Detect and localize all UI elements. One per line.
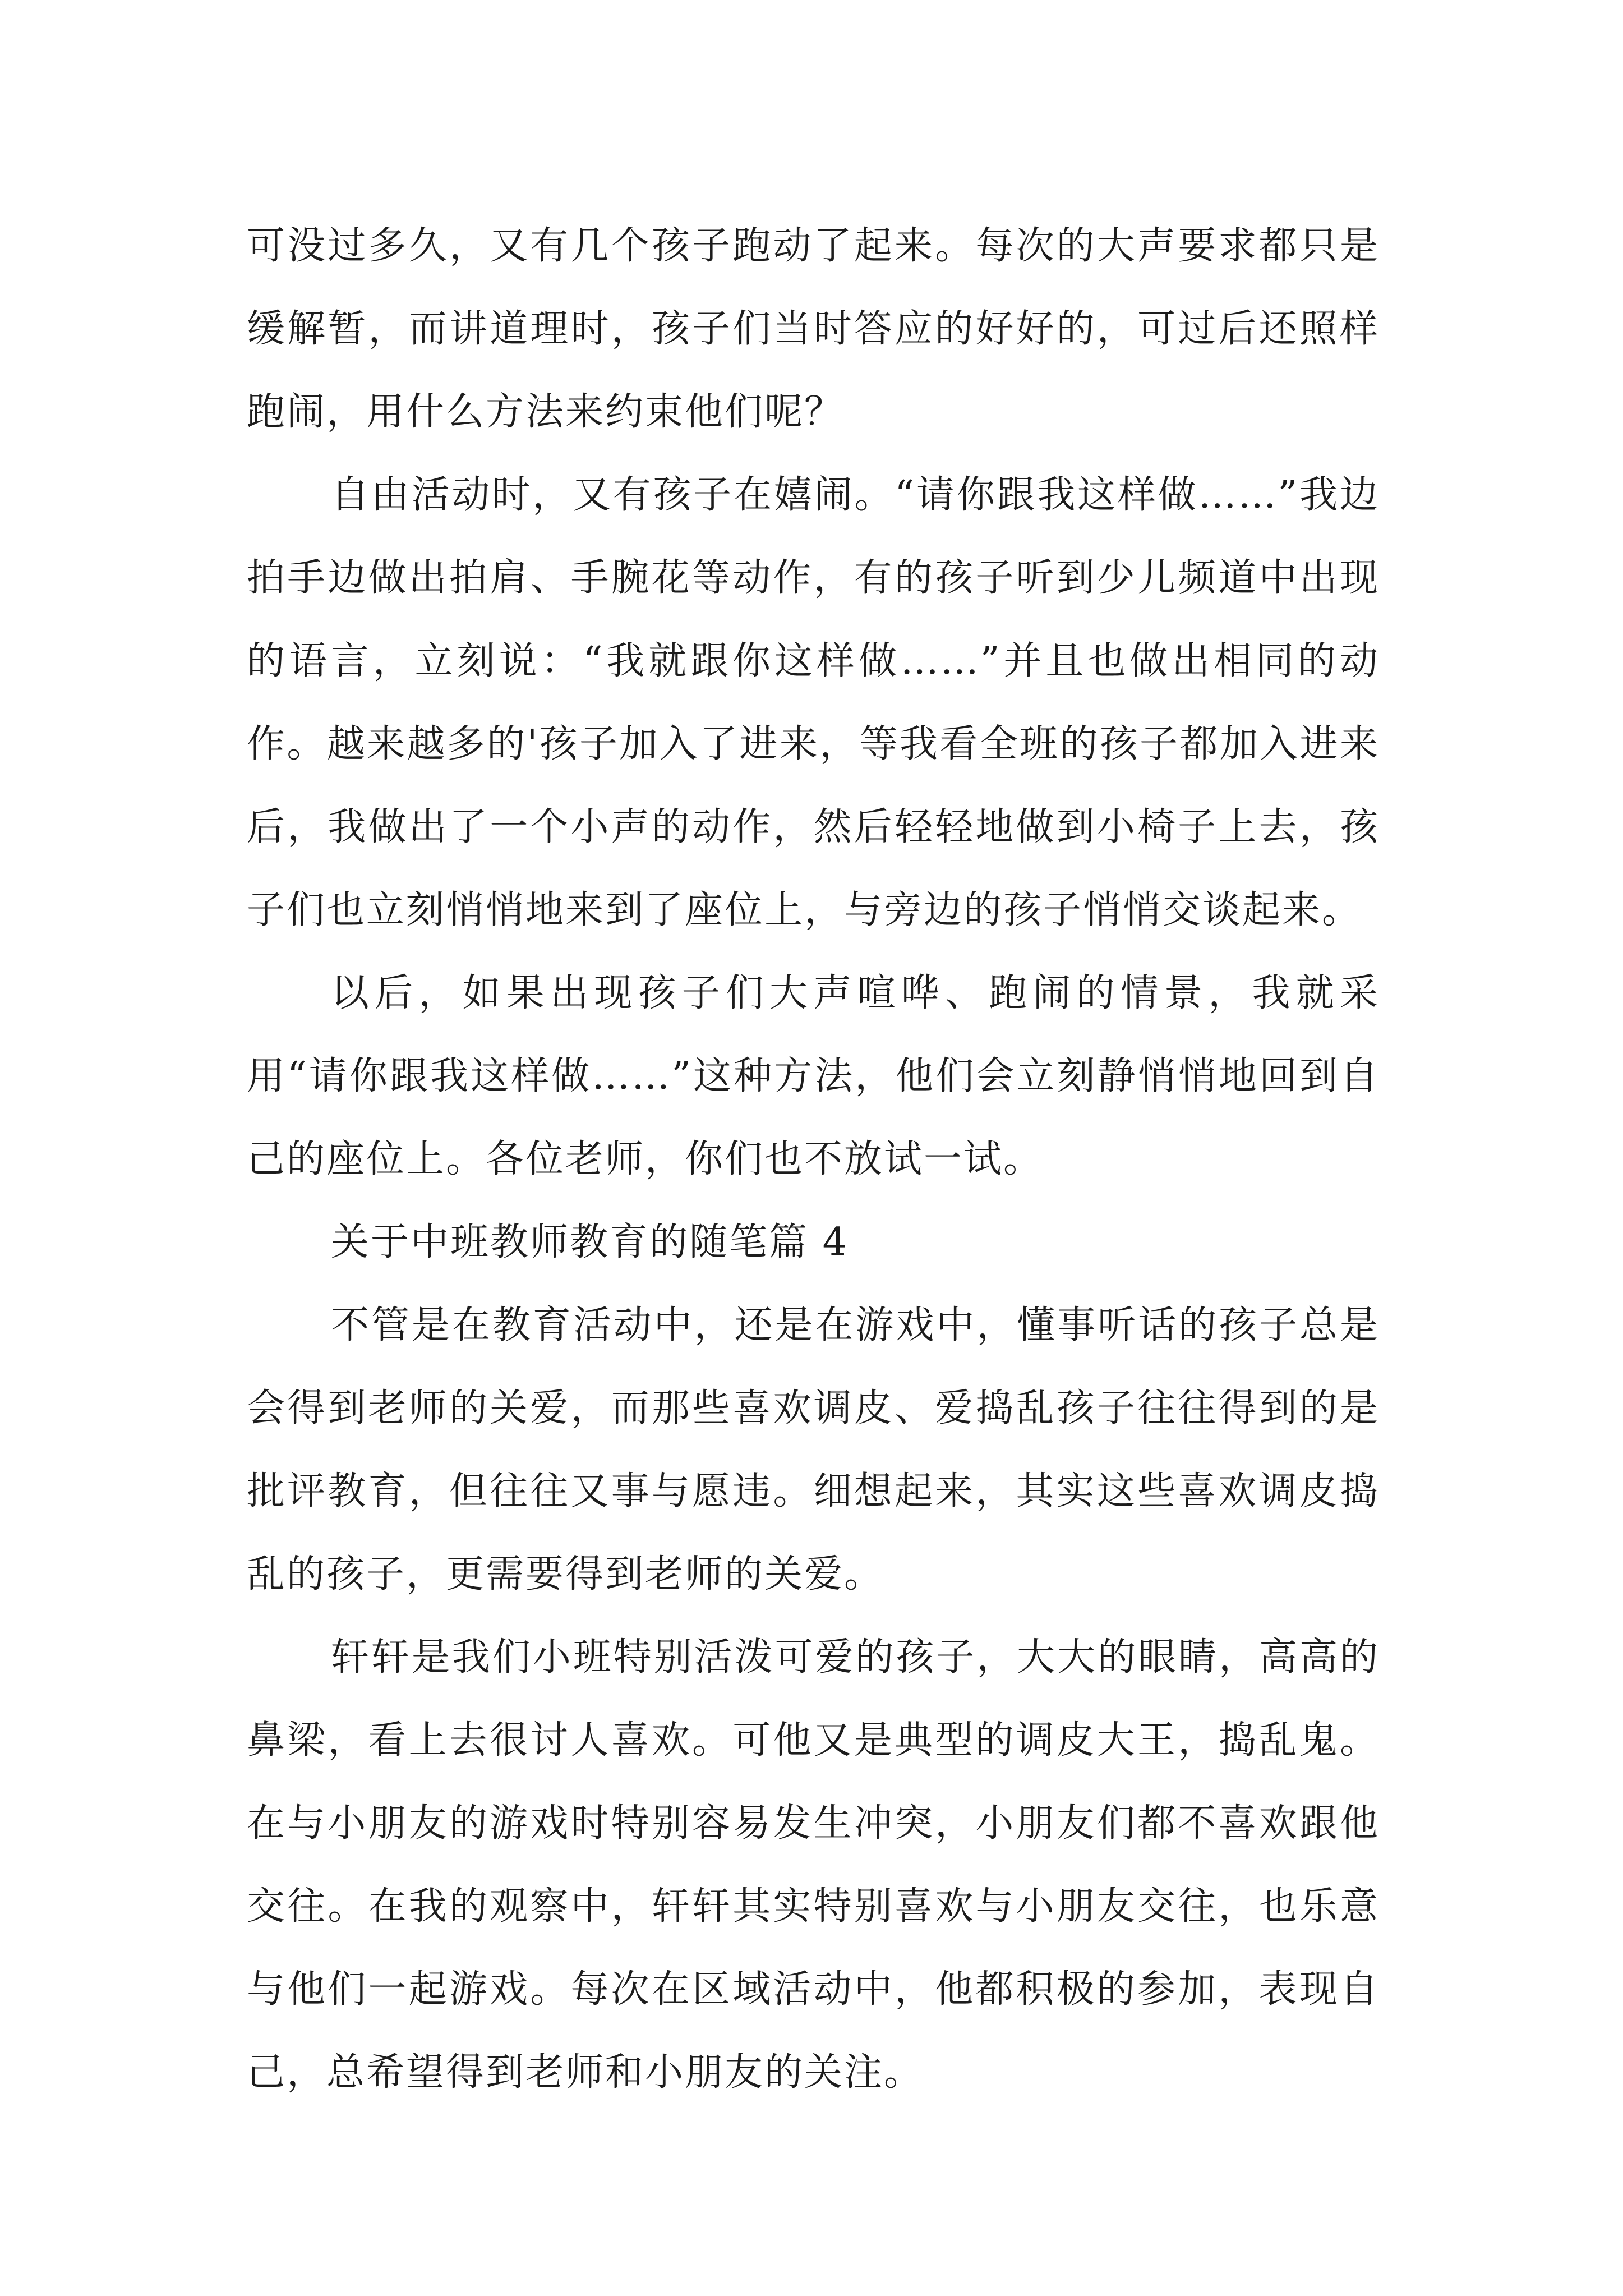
paragraph: 轩轩是我们小班特别活泼可爱的孩子，大大的眼睛，高高的鼻梁，看上去很讨人喜欢。可他又是典型的调皮大王，捣乱鬼。在与小朋友的游戏时特别容易发生冲突，小朋友们都不喜欢跟他交往。在我的观察中，轩轩其实特别喜欢与小朋友交往，也乐意与他们一起游戏。每次在区域活动中，他都积极的参加，表现自己，总希望得到老师和小朋友的关注。 [247, 1635, 1380, 2095]
section-title: 关于中班教师教育的随笔篇 4 [331, 1220, 849, 1264]
paragraph-continued: 可没过多久，又有几个孩子跑动了起来。每次的大声要求都只是缓解暂，而讲道理时，孩子们当时答应的好好的，可过后还照样跑闹，用什么方法来约束他们呢？ [247, 224, 1380, 434]
paragraph: 以后，如果出现孩子们大声喧哗、跑闹的情景，我就采用“请你跟我这样做……”这种方法，他们会立刻静悄悄地回到自己的座位上。各位老师，你们也不放试一试。 [247, 971, 1380, 1181]
paragraph: 不管是在教育活动中，还是在游戏中，懂事听话的孩子总是会得到老师的关爱，而那些喜欢调皮、爱捣乱孩子往往得到的是批评教育，但往往又事与愿违。细想起来，其实这些喜欢调皮捣乱的孩子，更需要得到老师的关爱。 [247, 1303, 1380, 1596]
paragraph: 自由活动时，又有孩子在嬉闹。“请你跟我这样做……”我边拍手边做出拍肩、手腕花等动作，有的孩子听到少儿频道中出现的语言，立刻说：“我就跟你这样做……”并且也做出相同的动作。越来越多的'孩子加入了进来，等我看全班的孩子都加入进来后，我做出了一个小声的动作，然后轻轻地做到小椅子上去，孩子们也立刻悄悄地来到了座位上，与旁边的孩子悄悄交谈起来。 [247, 473, 1380, 932]
document-body [247, 205, 1380, 2114]
